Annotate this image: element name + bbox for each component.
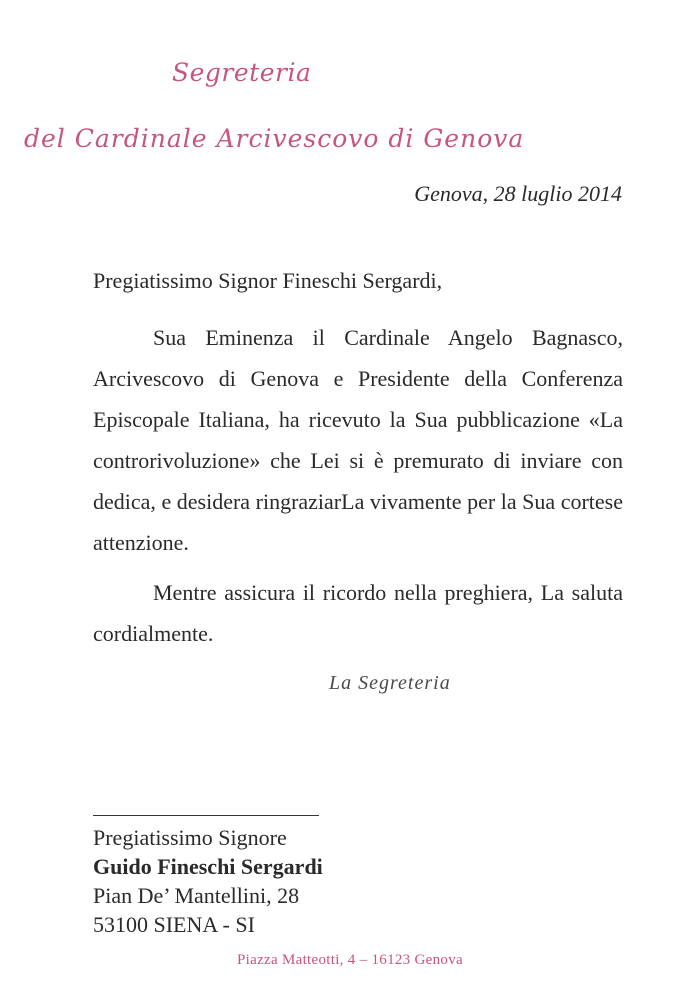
letter-date: Genova, 28 luglio 2014 <box>414 181 622 206</box>
footer-address: Piazza Matteotti, 4 – 16123 Genova <box>237 952 463 968</box>
address-divider <box>93 815 319 816</box>
salutation: Pregiatissimo Signor Fineschi Sergardi, <box>93 268 443 293</box>
letterhead-subtitle: del Cardinale Arcivescovo di Genova <box>24 124 525 153</box>
recipient-city: 53100 SIENA - SI <box>93 912 255 937</box>
recipient-name: Guido Fineschi Sergardi <box>93 854 323 879</box>
letterhead-title: Segreteria <box>172 58 312 87</box>
recipient-street: Pian De’ Mantellini, 28 <box>93 883 300 908</box>
signature: La Segreteria <box>329 672 451 694</box>
recipient-title: Pregiatissimo Signore <box>93 825 287 850</box>
recipient-address <box>93 823 323 939</box>
body-paragraph-2: Mentre assicura il ricordo nella preghiera, La saluta cordialmente. <box>93 580 623 646</box>
body-paragraph-1: Sua Eminenza il Cardinale Angelo Bagnasco, Arcivescovo di Genova e Presidente della Conferenza Episcopale Italiana, ha ricevuto la Sua pubblicazione «La controrivoluzione» che Lei si è premurato di inviare con dedica, e desidera ringraziarLa vivamente per la Sua cortese attenzione. <box>93 325 623 555</box>
